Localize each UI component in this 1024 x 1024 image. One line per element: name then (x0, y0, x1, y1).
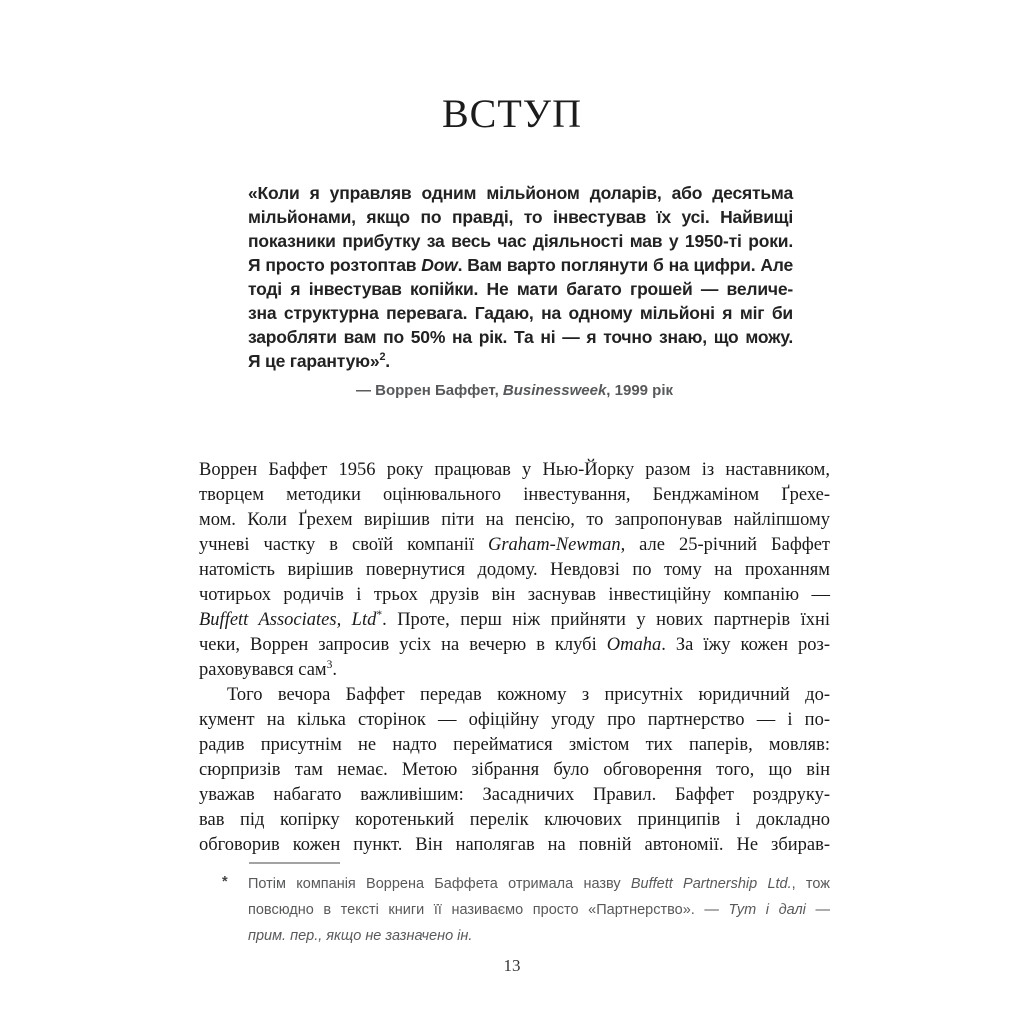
text-line: чотирьох родичів і трьох друзів він заснував інвестиційну компанію — (199, 585, 830, 605)
text-line: чеки, Воррен запросив усіх на вечерю в клубі Omaha. За їжу кожен роз- (199, 635, 831, 655)
text-line: тоді я інвестував копійки. Не мати багато грошей — величе- (248, 279, 793, 299)
text-line: сюрпризів там немає. Метою зібрання було обговорення того, що він (199, 760, 830, 780)
text-line: учневі частку в своїй компанії Graham-Newman, але 25-річний Баффет (199, 535, 830, 555)
text-line: вав під копірку коротенький перелік ключових принципів і докладно (199, 810, 830, 830)
text-line: Я це гарантую»$^2$. (248, 351, 390, 371)
text-line: кумент на кілька сторінок — офіційну угоду про партнерство — і по- (199, 710, 830, 730)
text-line: Воррен Баффет 1956 року працював у Нью-Йорку разом із наставником, (199, 460, 830, 480)
text-line: показники прибутку за весь час діяльності мав у 1950-ті роки. (248, 231, 793, 251)
epigraph-quote-text (248, 181, 793, 373)
page-number: 13 (503, 956, 521, 975)
text-line: Того вечора Баффет передав кожному з присутніх юридичний до- (227, 685, 830, 705)
text-line: прим. пер., якщо не зазначено ін. (248, 928, 473, 944)
text-line: творцем методики оцінювального інвестування, Бенджаміном Ґрехе- (199, 485, 830, 505)
epigraph-quote (248, 181, 793, 373)
text-line: обговорив кожен пункт. Він наполягав на повній автономії. Не збирав- (199, 835, 830, 855)
text-line: натомість вирішив повернутися додому. Невдовзі по тому на проханням (199, 560, 830, 580)
text-line: «Коли я управляв одним мільйоном доларів, або десятьма (248, 183, 793, 203)
text-line: уважав набагато важливішим: Засадничих Правил. Баффет роздруку- (199, 785, 830, 805)
text-line: радив присутнім не надто перейматися змістом тих паперів, мовляв: (199, 735, 830, 755)
footnote-divider (249, 862, 340, 864)
text-line: Buffett Associates, Ltd*. Проте, перш ніж прийняти у нових партнерів їхні (199, 608, 830, 630)
text-line: раховувався сам$^3$. (199, 658, 337, 680)
text-line: Потім компанія Воррена Баффета отримала назву Buffett Partnership Ltd., тож (248, 876, 830, 892)
body-text (199, 458, 830, 858)
text-line: мільйонами, якщо по правді, то інвестував їх усі. Найвищі (248, 207, 793, 227)
chapter-title: ВСТУП (442, 91, 582, 136)
paragraph (199, 683, 830, 858)
paragraph (199, 458, 830, 683)
footnote-text (248, 871, 830, 949)
text-line: Я просто розтоптав Dow. Вам варто поглянути б на цифри. Але (248, 255, 794, 275)
footnote (199, 871, 830, 949)
text-line: заробляти вам по 50% на рік. Та ні — я точно знаю, що можу. (248, 327, 793, 347)
quote-attribution: — Воррен Баффет, Businessweek, 1999 рік (355, 382, 674, 399)
text-line: зна структурна перевага. Гадаю, на одному мільйоні я міг би (248, 303, 793, 323)
footnote-marker: * (222, 874, 228, 890)
text-line: мом. Коли Ґрехем вирішив піти на пенсію, то запропонував найліпшому (199, 510, 830, 530)
text-line: повсюдно в тексті книги її називаємо просто «Партнерство». — Тут і далі — (248, 902, 830, 918)
